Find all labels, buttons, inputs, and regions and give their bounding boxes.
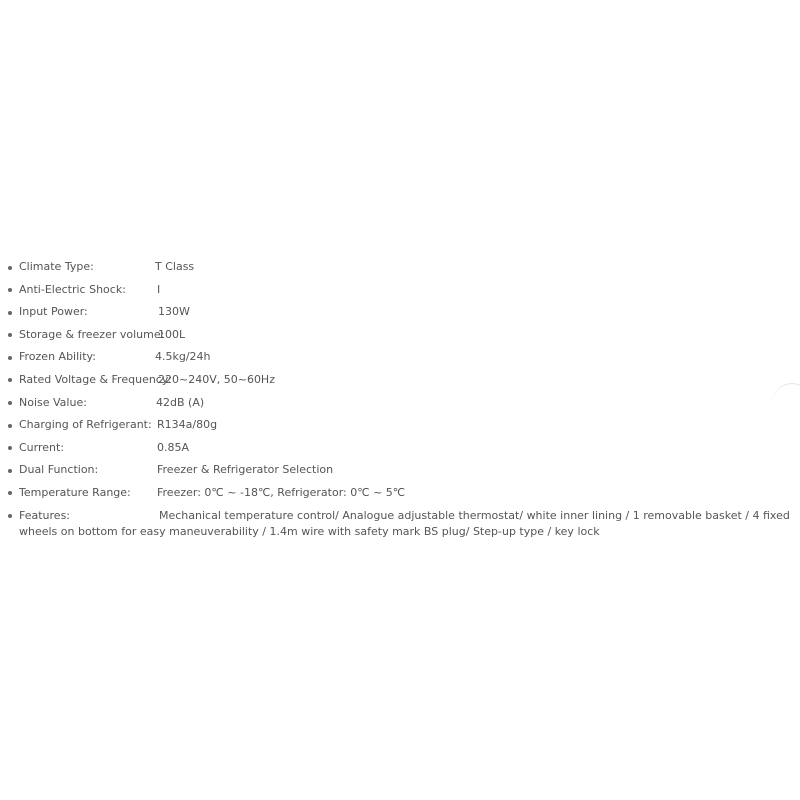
bullet-icon	[8, 266, 12, 270]
bullet-icon	[8, 311, 12, 315]
spec-value: 4.5kg/24h	[155, 350, 211, 364]
bullet-icon	[8, 288, 12, 292]
spec-label: Input Power:	[19, 305, 88, 319]
bullet-icon	[8, 333, 12, 337]
bullet-icon	[8, 401, 12, 405]
spec-label: Noise Value:	[19, 395, 87, 409]
spec-value: 100L	[158, 327, 186, 341]
spec-item-charging-of-refrigerant	[0, 417, 790, 440]
spec-item-storage-freezer-volume	[0, 327, 790, 350]
spec-label: Features:	[19, 508, 71, 522]
spec-label: Anti-Electric Shock:	[19, 282, 126, 296]
spec-item-temperature-range	[0, 485, 790, 508]
spec-value: 130W	[158, 305, 190, 319]
spec-label: Dual Function:	[19, 463, 99, 477]
spec-item-dual-function	[0, 462, 790, 485]
bullet-icon	[8, 378, 12, 382]
spec-value: R134a/80g	[157, 418, 218, 432]
spec-list	[0, 259, 790, 540]
spec-item-features	[0, 508, 790, 540]
spec-value: 0.85A	[157, 440, 190, 454]
spec-label: Frozen Ability:	[19, 350, 96, 364]
spec-value: Freezer & Refrigerator Selection	[157, 463, 334, 477]
spec-label: Temperature Range:	[19, 485, 131, 499]
bullet-icon	[8, 356, 12, 360]
spec-value: Freezer: 0℃ ~ -18℃, Refrigerator: 0℃ ~ 5℃	[157, 485, 406, 499]
spec-value: 42dB (A)	[156, 395, 205, 409]
spec-label: Rated Voltage & Frequency:	[19, 372, 172, 386]
spec-item-anti-electric-shock	[0, 282, 790, 305]
bullet-icon	[8, 424, 12, 428]
spec-label: Climate Type:	[19, 260, 94, 273]
spec-item-frozen-ability	[0, 349, 790, 372]
spec-item-climate-type	[0, 259, 790, 282]
spec-value: 220~240V, 50~60Hz	[158, 372, 275, 386]
spec-label: Storage & freezer volume:	[19, 327, 165, 341]
bullet-icon	[8, 446, 12, 450]
bullet-icon	[8, 491, 12, 495]
spec-value: T Class	[155, 260, 195, 273]
spec-label: Charging of Refrigerant:	[19, 418, 152, 432]
bullet-icon	[8, 514, 12, 518]
spec-item-current	[0, 440, 790, 463]
spec-value: I	[157, 282, 161, 296]
spec-item-input-power	[0, 304, 790, 327]
spec-value: Mechanical temperature control/ Analogue adjustable thermostat/ white inner lining / 1 removable basket / 4 fixed wheels on bottom for easy maneuverability / 1.4m wire with safety mark BS plug/ Step-up type / key lock	[19, 508, 790, 538]
spec-label: Current:	[19, 440, 65, 454]
spec-item-rated-voltage-frequency	[0, 372, 790, 395]
bullet-icon	[8, 469, 12, 473]
spec-item-noise-value	[0, 395, 790, 418]
